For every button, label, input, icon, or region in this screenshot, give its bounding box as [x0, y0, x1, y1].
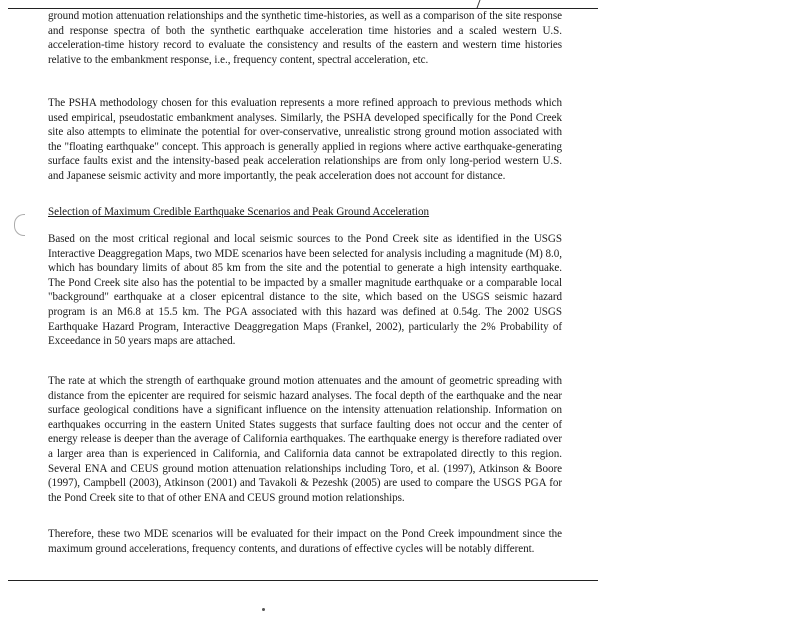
section-heading: Selection of Maximum Credible Earthquake Scenarios and Peak Ground Acceleration	[48, 206, 430, 218]
paragraph-3: Based on the most critical regional and local seismic sources to the Pond Creek site as identified in the USGS Interactive Deaggregation Maps, two MDE scenarios have been selected for analysis including a magnitude (M) 8.0, which has boundary limits of about 85 km from the site and the potential to generate a high intensity earthquake. The Pond Creek site also has the potential to be impacted by a smaller magnitude earthquake or a comparable local "background" earthquake at a closer epicentral distance to the site, which based on the USGS seismic hazard program is an M6.8 at 15.5 km. The PGA associated with this hazard was defined at 0.54g. The 2002 USGS Earthquake Hazard Program, Interactive Deaggregation Maps (Frankel, 2002), particularly the 2% Probability of Exceedance in 50 years maps are attached.	[48, 233, 562, 348]
paragraph-1: ground motion attenuation relationships and the synthetic time-histories, as well as a comparison of the site response and response spectra of both the synthetic earthquake acceleration time histories and a scaled western U.S. acceleration-time history record to evaluate the consistency and results of the eastern and western time histories relative to the embankment response, i.e., frequency content, spectral acceleration, etc.	[48, 10, 562, 66]
bottom-divider-line	[8, 580, 598, 581]
paragraph-2: The PSHA methodology chosen for this evaluation represents a more refined approach to previous methods which used empirical, pseudostatic embankment analyses. Similarly, the PSHA developed specifically for the Pond Creek site also attempts to eliminate the potential for over-conservative, unrealistic strong ground motion associated with the "floating earthquake" concept. This approach is generally applied in regions where active earthquake-generating surface faults exist and the intensity-based peak acceleration relationships are from only long-period western U.S. and Japanese seismic activity and more importantly, the peak acceleration does not account for distance.	[48, 97, 562, 182]
scan-speck	[262, 608, 265, 611]
top-pen-mark	[477, 0, 489, 8]
paragraph-5: Therefore, these two MDE scenarios will be evaluated for their impact on the Pond Creek impoundment since the maximum ground accelerations, frequency contents, and durations of effective cycles will be notably different.	[48, 528, 562, 555]
margin-bracket-mark	[14, 214, 25, 236]
paragraph-4: The rate at which the strength of earthquake ground motion attenuates and the amount of geometric spreading with distance from the epicenter are required for seismic hazard analyses. The focal depth of the earthquake and the near surface geological conditions have a significant influence on the intensity attenuation relationship. Information on earthquakes occurring in the eastern United States suggests that surface faulting does not occur and the center of energy release is deeper than the average of California earthquakes. The earthquake energy is therefore radiated over a larger area than is experienced in California, and California data cannot be extrapolated directly to this region. Several ENA and CEUS ground motion attenuation relationships including Toro, et al. (1997), Atkinson & Boore (1997), Campbell (2003), Atkinson (2001) and Tavakoli & Pezeshk (2005) are used to compare the USGS PGA for the Pond Creek site to that of other ENA and CEUS ground motion relationships.	[48, 375, 562, 504]
